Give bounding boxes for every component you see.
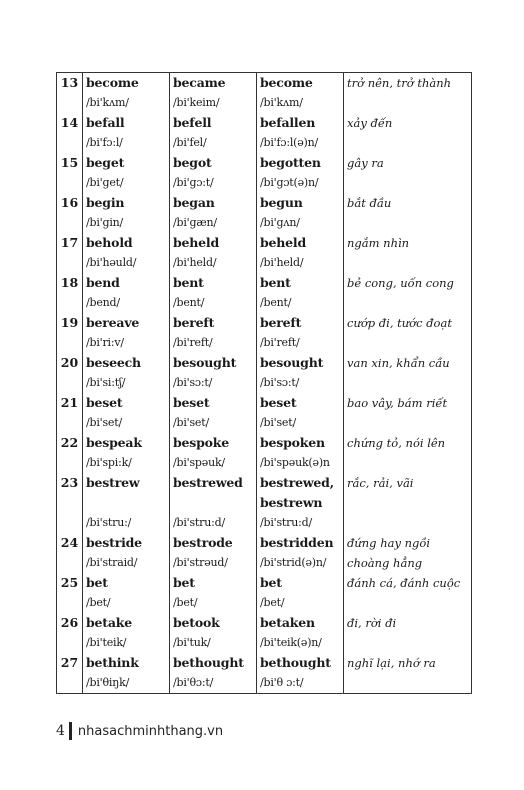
past-participle-cell [257,353,344,393]
base-form: befall [86,115,125,130]
row-number-text: 14 [60,115,79,130]
past-form-cell [170,573,257,613]
past-pronunciation: /bi'held/ [173,256,217,269]
past-participle-pronunciation: /bi'spəuk(ə)n [260,456,330,469]
base-form: beget [86,155,125,170]
row-number [57,613,83,653]
past-pronunciation: /bi'fel/ [173,136,207,149]
past-participle-cell [257,313,344,353]
vietnamese-meaning: xảy đến [347,116,393,130]
base-form: bend [86,275,120,290]
past-form: began [173,195,215,210]
past-participle-cell [257,193,344,233]
past-participle-pronunciation: /bi'set/ [260,416,296,429]
base-pronunciation: /bi'kʌm/ [86,96,129,109]
past-participle-pronunciation: /bi'gɔt(ə)n/ [260,176,319,189]
verb-row [57,153,472,193]
blank-line [86,493,169,513]
past-participle-pronunciation: /bi'stru:d/ [260,516,312,529]
verb-row [57,613,472,653]
verb-row [57,73,472,114]
past-pronunciation: /bet/ [173,596,198,609]
past-form-cell [170,153,257,193]
past-form-cell [170,613,257,653]
past-participle-pronunciation: /bi'strid(ə)n/ [260,556,327,569]
past-participle: befallen [260,115,316,130]
row-number [57,433,83,473]
base-pronunciation: /bi'teik/ [86,636,127,649]
vietnamese-meaning: chứng tỏ, nói lên [347,436,446,450]
past-pronunciation: /bent/ [173,296,205,309]
base-form: bespeak [86,435,142,450]
base-pronunciation: /bi'gin/ [86,216,124,229]
past-participle-pronunciation: /bi'held/ [260,256,304,269]
past-form: begot [173,155,212,170]
past-participle: beset [260,395,297,410]
past-participle-alt: bestrewn [260,495,323,510]
verb-table-body [57,73,472,694]
past-form-cell [170,273,257,313]
base-pronunciation: /bi'get/ [86,176,124,189]
past-participle-cell [257,393,344,433]
vietnamese-meaning: bẻ cong, uốn cong [347,276,454,290]
meaning-cell [344,573,472,613]
row-number-text: 20 [60,355,79,370]
verb-row [57,653,472,694]
past-form: bespoke [173,435,230,450]
past-pronunciation: /bi'reft/ [173,336,213,349]
meaning-cell [344,273,472,313]
past-participle-cell [257,473,344,533]
base-form-cell [83,613,170,653]
base-pronunciation: /bi'spi:k/ [86,456,132,469]
past-participle-pronunciation: /bi'gʌn/ [260,216,300,229]
vietnamese-meaning: bắt đầu [347,196,392,210]
row-number-text: 13 [60,75,79,90]
past-form: beheld [173,235,220,250]
past-pronunciation: /bi'spəuk/ [173,456,225,469]
past-form-cell [170,473,257,533]
verb-row [57,113,472,153]
verb-row [57,193,472,233]
row-number [57,193,83,233]
past-participle: bethought [260,655,331,670]
row-number [57,473,83,533]
past-participle: begun [260,195,303,210]
vietnamese-meaning: gây ra [347,156,384,170]
verb-row [57,473,472,533]
past-participle: bereft [260,315,302,330]
past-form-cell [170,353,257,393]
base-form: bestrew [86,475,140,490]
base-pronunciation: /bi'straid/ [86,556,138,569]
past-pronunciation: /bi'θɔ:t/ [173,676,214,689]
past-participle-pronunciation: /bent/ [260,296,292,309]
verb-row [57,313,472,353]
past-participle: become [260,75,313,90]
past-form: betook [173,615,220,630]
base-pronunciation: /bi'həuld/ [86,256,137,269]
past-participle-cell [257,113,344,153]
vietnamese-meaning: đi, rời đi [347,616,397,630]
meaning-cell [344,393,472,433]
past-participle: besought [260,355,324,370]
past-pronunciation: /bi'gɔ:t/ [173,176,214,189]
past-form: befell [173,115,212,130]
past-participle-cell [257,153,344,193]
past-form: besought [173,355,237,370]
row-number-text: 22 [60,435,79,450]
meaning-cell [344,153,472,193]
vietnamese-meaning: nghĩ lại, nhớ ra [347,656,436,670]
meaning-cell [344,113,472,153]
publisher-site: nhasachminhthang.vn [77,723,224,739]
row-number [57,313,83,353]
base-form-cell [83,393,170,433]
base-form-cell [83,73,170,114]
row-number-text: 17 [60,235,79,250]
vietnamese-meaning: van xin, khẩn cầu [347,356,450,370]
irregular-verb-table [56,72,472,694]
page-number: 4 [56,723,65,739]
row-number-text: 15 [60,155,79,170]
past-participle-cell [257,533,344,573]
verb-row [57,533,472,573]
vietnamese-meaning: rắc, rải, vãi [347,476,414,490]
past-participle: begotten [260,155,321,170]
row-number-text: 19 [60,315,79,330]
verb-row [57,573,472,613]
past-participle: bespoken [260,435,325,450]
past-participle: bent [260,275,291,290]
base-form-cell [83,113,170,153]
base-pronunciation: /bi'si:tʃ/ [86,376,126,389]
row-number [57,393,83,433]
row-number [57,653,83,694]
base-form: behold [86,235,133,250]
meaning-cell [344,433,472,473]
past-participle: bestridden [260,535,334,550]
past-form-cell [170,113,257,153]
meaning-cell [344,233,472,273]
past-form-cell [170,533,257,573]
base-form-cell [83,153,170,193]
meaning-cell [344,533,472,573]
past-form: bet [173,575,195,590]
meaning-cell [344,473,472,533]
meaning-cell [344,653,472,694]
verb-row [57,393,472,433]
base-pronunciation: /bet/ [86,596,111,609]
meaning-cell [344,193,472,233]
past-participle-pronunciation: /bi'fɔ:l(ə)n/ [260,136,319,149]
row-number [57,573,83,613]
base-form-cell [83,233,170,273]
row-number [57,113,83,153]
vietnamese-meaning: đánh cá, đánh cuộc [347,576,461,590]
base-form: begin [86,195,125,210]
vietnamese-meaning: cướp đi, tước đoạt [347,316,452,330]
base-pronunciation: /bi'θiŋk/ [86,676,130,689]
past-form-cell [170,393,257,433]
base-form: beset [86,395,123,410]
base-pronunciation: /bi'fɔ:l/ [86,136,123,149]
past-form: became [173,75,226,90]
past-participle-pronunciation: /bi'kʌm/ [260,96,303,109]
vietnamese-meaning: bao vây, bám riết [347,396,448,410]
base-form-cell [83,533,170,573]
base-form: bethink [86,655,139,670]
base-form-cell [83,313,170,353]
base-form: bereave [86,315,140,330]
row-number-text: 27 [60,655,79,670]
row-number-text: 21 [60,395,79,410]
base-form: bestride [86,535,142,550]
verb-row [57,353,472,393]
past-participle-cell [257,233,344,273]
past-participle: betaken [260,615,315,630]
row-number-text: 23 [60,475,79,490]
base-pronunciation: /bend/ [86,296,120,309]
past-participle-cell [257,573,344,613]
past-participle: bet [260,575,282,590]
past-pronunciation: /bi'tuk/ [173,636,211,649]
past-participle-pronunciation: /bi'sɔ:t/ [260,376,300,389]
past-form-cell [170,433,257,473]
verb-row [57,273,472,313]
past-form-cell [170,193,257,233]
row-number [57,233,83,273]
meaning-cell [344,353,472,393]
row-number-text: 16 [60,195,79,210]
vietnamese-meaning: đứng hay ngồi choàng hẳng [347,536,431,570]
base-form-cell [83,193,170,233]
past-pronunciation: /bi'set/ [173,416,209,429]
past-participle-pronunciation: /bet/ [260,596,285,609]
base-form-cell [83,573,170,613]
past-pronunciation: /bi'sɔ:t/ [173,376,213,389]
past-form: bereft [173,315,215,330]
meaning-cell [344,613,472,653]
past-participle-pronunciation: /bi'reft/ [260,336,300,349]
past-participle-pronunciation: /bi'θ ɔ:t/ [260,676,304,689]
base-form: betake [86,615,132,630]
footer-divider [69,722,72,740]
past-form-cell [170,233,257,273]
vietnamese-meaning: trở nên, trở thành [347,76,452,90]
past-participle-pronunciation: /bi'teik(ə)n/ [260,636,322,649]
past-pronunciation: /bi'stru:d/ [173,516,225,529]
past-participle-cell [257,613,344,653]
past-form-cell [170,313,257,353]
row-number [57,533,83,573]
row-number-text: 18 [60,275,79,290]
past-form: bestrode [173,535,233,550]
base-pronunciation: /bi'stru:/ [86,516,132,529]
past-form: beset [173,395,210,410]
past-pronunciation: /bi'strəud/ [173,556,228,569]
page-footer [56,722,223,740]
past-participle-cell [257,73,344,114]
past-form: bent [173,275,204,290]
base-form-cell [83,653,170,694]
past-pronunciation: /bi'gæn/ [173,216,217,229]
base-pronunciation: /bi'ri:v/ [86,336,124,349]
past-form: bestrewed [173,475,243,490]
row-number-text: 24 [60,535,79,550]
base-form: bet [86,575,108,590]
past-participle-cell [257,273,344,313]
past-form-cell [170,653,257,694]
verb-row [57,233,472,273]
row-number-text: 25 [60,575,79,590]
past-pronunciation: /bi'keim/ [173,96,220,109]
base-form: beseech [86,355,141,370]
past-participle-cell [257,653,344,694]
base-form-cell [83,433,170,473]
past-participle-cell [257,433,344,473]
vietnamese-meaning: ngắm nhìn [347,236,410,250]
past-participle: bestrewed, [260,475,334,490]
base-form: become [86,75,139,90]
meaning-cell [344,73,472,114]
verb-row [57,433,472,473]
past-form: bethought [173,655,244,670]
row-number [57,73,83,114]
row-number [57,273,83,313]
row-number [57,353,83,393]
past-participle: beheld [260,235,307,250]
past-form-cell [170,73,257,114]
base-form-cell [83,353,170,393]
row-number [57,153,83,193]
meaning-cell [344,313,472,353]
base-pronunciation: /bi'set/ [86,416,122,429]
base-form-cell [83,473,170,533]
row-number-text: 26 [60,615,79,630]
base-form-cell [83,273,170,313]
blank-line [173,493,256,513]
